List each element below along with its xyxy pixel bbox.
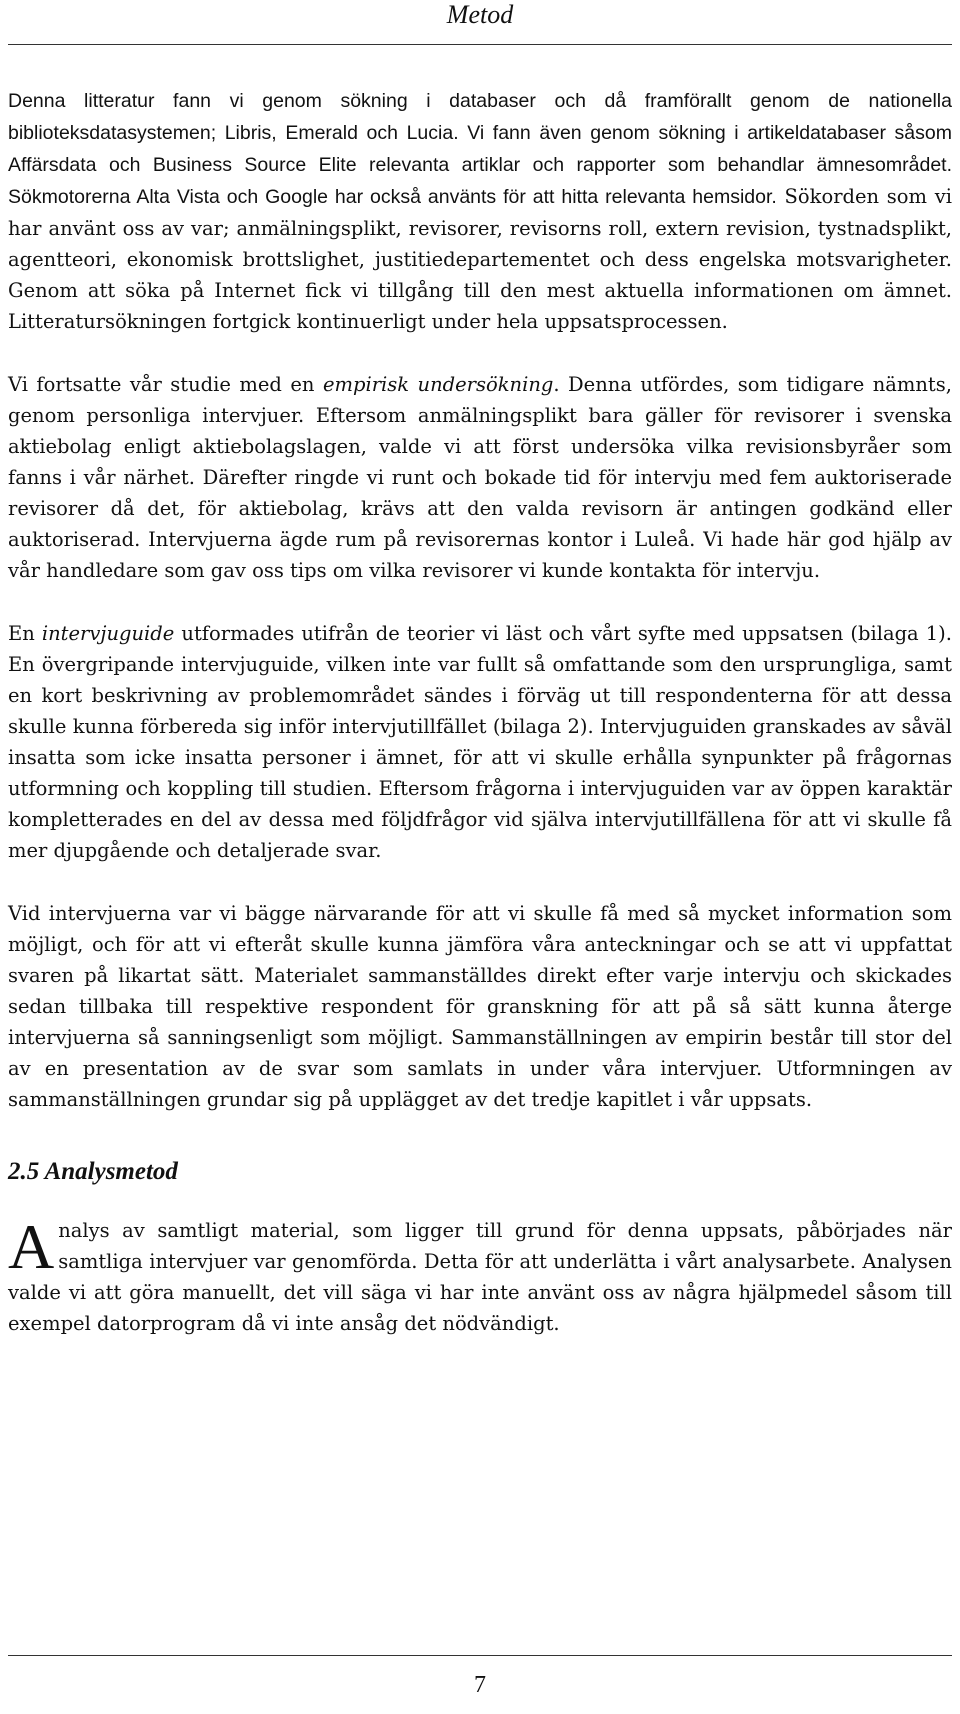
paragraph-empirical-study-before: Vi fortsatte vår studie med en: [8, 373, 323, 396]
paragraph-analysis-method: [8, 1211, 952, 1339]
page-body: [8, 85, 952, 1371]
paragraph-literature-search-part1: Denna litteratur fann vi genom sökning i databaser och då framförallt genom de nationella biblioteksdatasystemen; Libris, Emerald och Lucia. Vi fann även genom sökning i artikeldatabaser såsom Affärsdata och Business Source Elite relevanta artiklar och rapporter som behandlar ämnesområdet. Sökmotorerna Alta Vista och Google har också använts för att hitta relevanta hemsidor.: [8, 90, 952, 208]
paragraph-literature-search: [8, 85, 952, 337]
running-header-title: Metod: [446, 0, 514, 29]
paragraph-interview-guide-after: utformades utifrån de teorier vi läst och vårt syfte med uppsatsen (bilaga 1). En övergripande intervjuguide, vilken inte var fullt så omfattande som den ursprungliga, samt en kort beskrivning av problemområdet sändes i förväg ut till respondenterna för att dessa skulle kunna förbereda sig inför intervjutillfället (bilaga 2). Intervjuguiden granskades av såväl insatta som icke insatta personer i ämnet, för att vi skulle erhålla synpunkter på frågornas utformning och koppling till studien. Eftersom frågorna i intervjuguiden var av öppen karaktär kompletterades en del av dessa med följdfrågor vid själva intervjutillfällena för att vi skulle få mer djupgående och detaljerade svar.: [8, 622, 952, 862]
paragraph-literature-search-part2: Sökorden som vi har använt oss av var; anmälningsplikt, revisorer, revisorns roll, extern revision, tystnadsplikt, agentteori, ekonomisk brottslighet, justitiedepartementet och dess engelska motsvarigheter. Genom att söka på Internet fick vi tillgång till den mest aktuella informationen om ämnet. Litteratursökningen fortgick kontinuerligt under hela uppsatsprocessen.: [8, 185, 952, 333]
paragraph-empirical-study-emphasis: empirisk undersökning: [322, 373, 554, 396]
footer-rule: [8, 1655, 952, 1656]
paragraph-interview-guide: [8, 618, 952, 866]
drop-cap: A: [8, 1211, 55, 1282]
paragraph-empirical-study: [8, 369, 952, 586]
page-number: 7: [474, 1672, 486, 1698]
section-heading: 2.5 Analysmetod: [8, 1158, 178, 1185]
paragraph-interview-guide-emphasis: intervjuguide: [41, 622, 175, 645]
header-rule: [8, 44, 952, 45]
paragraph-analysis-method-text: nalys av samtligt material, som ligger till grund för denna uppsats, påbörjades när samtliga intervjuer var genomförda. Detta för att underlätta i vårt analysarbete. Analysen valde vi att göra manuellt, det vill säga vi har inte använt oss av några hjälpmedel såsom till exempel datorprogram då vi inte ansåg det nödvändigt.: [8, 1219, 952, 1335]
paragraph-interview-guide-before: En: [8, 622, 42, 645]
paragraph-interviews: Vid intervjuerna var vi bägge närvarande för att vi skulle få med så mycket information som möjligt, och för att vi efteråt skulle kunna jämföra våra anteckningar och se att vi uppfattat svaren på likartat sätt. Materialet sammanställdes direkt efter varje intervju och skickades sedan tillbaka till respektive respondent för granskning för att på så sätt kunna återge intervjuerna så sanningsenligt som möjligt. Sammanställningen av empirin består till stor del av en presentation av de svar som samlats in under våra intervjuer. Utformningen av sammanställningen grundar sig på upplägget av det tredje kapitlet i vår uppsats.: [8, 902, 952, 1111]
paragraph-empirical-study-after: . Denna utfördes, som tidigare nämnts, genom personliga intervjuer. Eftersom anmälningsplikt bara gäller för revisorer i svenska aktiebolag enligt aktiebolagslagen, valde vi att först undersöka vilka revisionsbyråer som fanns i vår närhet. Därefter ringde vi runt och bokade tid för intervju med fem auktoriserade revisorer då det, för aktiebolag, krävs att den valda revisorn är antingen godkänd eller auktoriserad. Intervjuerna ägde rum på revisorernas kontor i Luleå. Vi hade här god hjälp av vår handledare som gav oss tips om vilka revisorer vi kunde kontakta för intervju.: [8, 373, 952, 582]
